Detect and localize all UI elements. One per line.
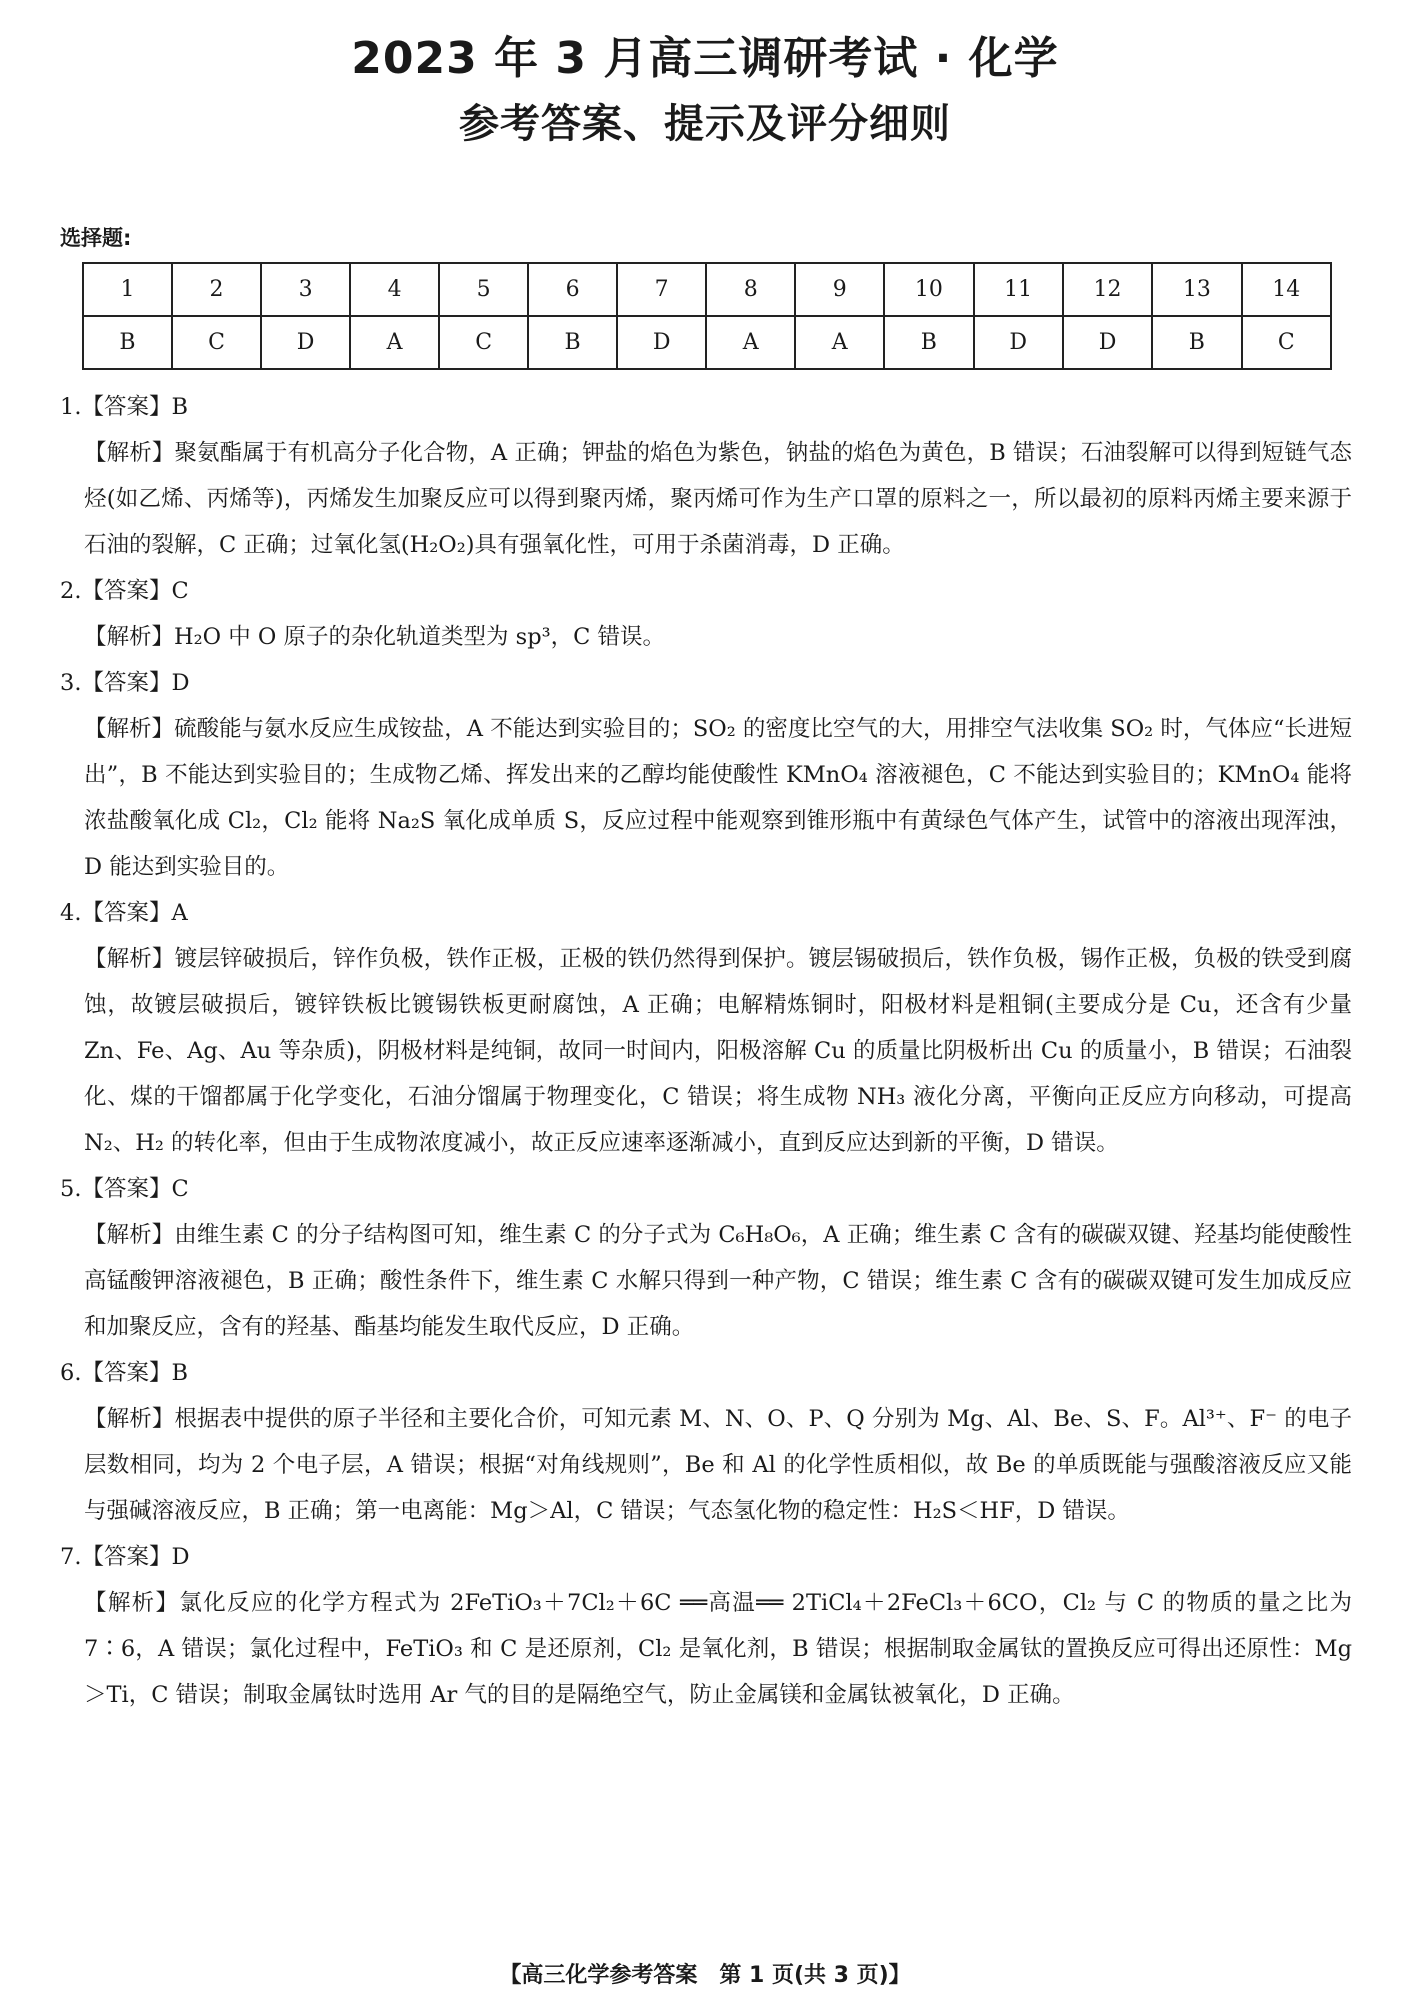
- question-number: 4: [350, 263, 439, 316]
- question-number: 10: [884, 263, 973, 316]
- question-number: 12: [1063, 263, 1152, 316]
- item-answer-5: 5.【答案】C: [60, 1176, 189, 1202]
- item-explanation-1: 【解析】聚氨酯属于有机高分子化合物，A 正确；钾盐的焰色为紫色，钠盐的焰色为黄色，B 错误；石油裂解可以得到短链气态烃(如乙烯、丙烯等)，丙烯发生加聚反应可以得到聚丙烯，聚丙烯可作为生产口罩的原料之一，所以最初的原料丙烯主要来源于石油的裂解，C 正确；过氧化氢(H₂O₂)具有强氧化性，可用于杀菌消毒，D 正确。: [84, 440, 1352, 558]
- section-label: 选择题:: [60, 226, 132, 250]
- question-number: 3: [261, 263, 350, 316]
- answer-letter: C: [439, 316, 528, 369]
- item-explanation-2: 【解析】H₂O 中 O 原子的杂化轨道类型为 sp³，C 错误。: [84, 624, 665, 650]
- item-answer-7: 7.【答案】D: [60, 1544, 190, 1570]
- question-number: 11: [974, 263, 1063, 316]
- answer-letter: D: [261, 316, 350, 369]
- question-number: 7: [617, 263, 706, 316]
- item-answer-1: 1.【答案】B: [60, 394, 189, 420]
- answer-letter: B: [1152, 316, 1241, 369]
- item-explanation-7: 【解析】氯化反应的化学方程式为 2FeTiO₃＋7Cl₂＋6C ══高温══ 2TiCl₄＋2FeCl₃＋6CO，Cl₂ 与 C 的物质的量之比为 7∶6，A 错误；氯化过程中，FeTiO₃ 和 C 是还原剂，Cl₂ 是氧化剂，B 错误；根据制取金属钛的置换反应可得出还原性：Mg＞Ti，C 错误；制取金属钛时选用 Ar 气的目的是隔绝空气，防止金属镁和金属钛被氧化，D 正确。: [84, 1590, 1352, 1708]
- item-answer-6: 6.【答案】B: [60, 1360, 189, 1386]
- answer-table-answer-row: [83, 316, 1331, 369]
- answer-letter: B: [83, 316, 172, 369]
- answer-letter: A: [706, 316, 795, 369]
- answer-table: [82, 262, 1332, 370]
- question-number: 5: [439, 263, 528, 316]
- answer-explanations: [60, 384, 1352, 1718]
- question-number: 13: [1152, 263, 1241, 316]
- item-explanation-6: 【解析】根据表中提供的原子半径和主要化合价，可知元素 M、N、O、P、Q 分别为 Mg、Al、Be、S、F。Al³⁺、F⁻ 的电子层数相同，均为 2 个电子层，A 错误；根据“对角线规则”，Be 和 Al 的化学性质相似，故 Be 的单质既能与强酸溶液反应又能与强碱溶液反应，B 正确；第一电离能：Mg＞Al，C 错误；气态氢化物的稳定性：H₂S＜HF，D 错误。: [84, 1406, 1352, 1524]
- answer-table-number-row: [83, 263, 1331, 316]
- answer-letter: D: [1063, 316, 1152, 369]
- answer-letter: C: [172, 316, 261, 369]
- question-number: 6: [528, 263, 617, 316]
- item-answer-3: 3.【答案】D: [60, 670, 190, 696]
- page-footer: 【高三化学参考答案 第 1 页(共 3 页)】: [499, 1963, 911, 1988]
- answer-letter: C: [1242, 316, 1332, 369]
- answer-letter: D: [617, 316, 706, 369]
- answer-letter: B: [528, 316, 617, 369]
- item-explanation-4: 【解析】镀层锌破损后，锌作负极，铁作正极，正极的铁仍然得到保护。镀层锡破损后，铁作负极，锡作正极，负极的铁受到腐蚀，故镀层破损后，镀锌铁板比镀锡铁板更耐腐蚀，A 正确；电解精炼铜时，阳极材料是粗铜(主要成分是 Cu，还含有少量 Zn、Fe、Ag、Au 等杂质)，阴极材料是纯铜，故同一时间内，阳极溶解 Cu 的质量比阴极析出 Cu 的质量小，B 错误；石油裂化、煤的干馏都属于化学变化，石油分馏属于物理变化，C 错误；将生成物 NH₃ 液化分离，平衡向正反应方向移动，可提高 N₂、H₂ 的转化率，但由于生成物浓度减小，故正反应速率逐渐减小，直到反应达到新的平衡，D 错误。: [84, 946, 1352, 1156]
- item-explanation-3: 【解析】硫酸能与氨水反应生成铵盐，A 不能达到实验目的；SO₂ 的密度比空气的大，用排空气法收集 SO₂ 时，气体应“长进短出”，B 不能达到实验目的；生成物乙烯、挥发出来的乙醇均能使酸性 KMnO₄ 溶液褪色，C 不能达到实验目的；KMnO₄ 能将浓盐酸氧化成 Cl₂，Cl₂ 能将 Na₂S 氧化成单质 S，反应过程中能观察到锥形瓶中有黄绿色气体产生，试管中的溶液出现浑浊，D 能达到实验目的。: [84, 716, 1352, 880]
- answer-letter: D: [974, 316, 1063, 369]
- item-answer-4: 4.【答案】A: [60, 900, 188, 926]
- question-number: 8: [706, 263, 795, 316]
- page-title: 2023 年 3 月高三调研考试 · 化学: [351, 33, 1059, 84]
- page-subtitle: 参考答案、提示及评分细则: [459, 101, 951, 147]
- question-number: 14: [1242, 263, 1332, 316]
- question-number: 1: [83, 263, 172, 316]
- item-answer-2: 2.【答案】C: [60, 578, 189, 604]
- answer-letter: A: [795, 316, 884, 369]
- question-number: 9: [795, 263, 884, 316]
- question-number: 2: [172, 263, 261, 316]
- answer-letter: B: [884, 316, 973, 369]
- item-explanation-5: 【解析】由维生素 C 的分子结构图可知，维生素 C 的分子式为 C₆H₈O₆，A 正确；维生素 C 含有的碳碳双键、羟基均能使酸性高锰酸钾溶液褪色，B 正确；酸性条件下，维生素 C 水解只得到一种产物，C 错误；维生素 C 含有的碳碳双键可发生加成反应和加聚反应，含有的羟基、酯基均能发生取代反应，D 正确。: [84, 1222, 1352, 1340]
- answer-letter: A: [350, 316, 439, 369]
